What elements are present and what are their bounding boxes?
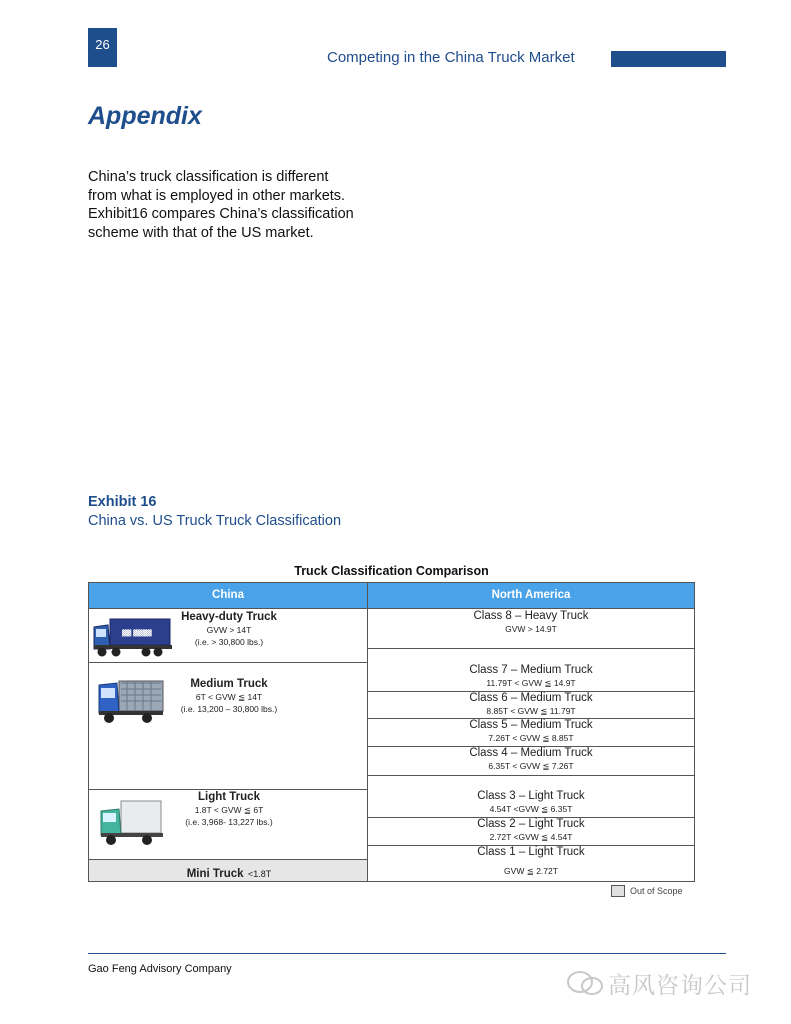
na-class6-name: Class 6 – Medium Truck: [469, 692, 593, 704]
header-bar: [611, 51, 726, 67]
wechat-icon: [566, 970, 604, 996]
intro-line: from what is employed in other markets.: [88, 187, 346, 204]
china-light-name: Light Truck: [198, 791, 260, 803]
watermark-text: 高风咨询公司: [608, 973, 752, 999]
na-class8-name: Class 8 – Heavy Truck: [473, 610, 589, 622]
footer-rule: [88, 953, 726, 954]
legend-label: Out of Scope: [630, 886, 683, 896]
exhibit-label: Exhibit 16: [88, 494, 157, 510]
running-title: Competing in the China Truck Market: [327, 49, 575, 66]
svg-text:▓▓ ▓▓▓▓: ▓▓ ▓▓▓▓: [122, 630, 152, 637]
na-class6-cell: [368, 692, 694, 717]
china-medium-name: Medium Truck: [190, 678, 268, 690]
section-title: Appendix: [88, 102, 202, 130]
na-class4-gvw: 6.35T < GVW ≦ 7.26T: [488, 761, 574, 771]
na-class2-name: Class 2 – Light Truck: [477, 818, 585, 830]
china-heavy-cell: [174, 611, 284, 648]
intro-paragraph: [88, 168, 388, 242]
china-medium-cell: [164, 678, 294, 715]
na-class4-cell: [368, 747, 694, 772]
na-class3-gvw: 4.54T <GVW ≦ 6.35T: [489, 804, 573, 814]
china-mini-name: Mini Truck: [186, 868, 244, 880]
na-class4-name: Class 4 – Medium Truck: [469, 747, 593, 759]
china-mini-gvw: <1.8T: [248, 869, 272, 879]
na-class3-name: Class 3 – Light Truck: [477, 790, 585, 802]
table-title: Truck Classification Comparison: [294, 564, 489, 578]
legend-swatch: [611, 885, 625, 897]
china-heavy-lbs: (i.e. > 30,800 lbs.): [194, 637, 264, 647]
light-truck-icon: [99, 795, 165, 849]
na-class1-gvw: GVW ≦ 2.72T: [504, 866, 558, 876]
exhibit-subtitle: China vs. US Truck Truck Classification: [88, 513, 342, 529]
heavy-truck-icon: [92, 615, 174, 659]
na-class2-gvw: 2.72T <GVW ≦ 4.54T: [489, 832, 573, 842]
na-class6-gvw: 8.85T < GVW ≦ 11.79T: [486, 706, 576, 716]
china-light-cell: [164, 791, 294, 828]
na-class1-cell: [368, 846, 694, 877]
china-medium-lbs: (i.e. 13,200 – 30,800 lbs.): [180, 704, 278, 714]
page-number: 26: [88, 28, 117, 67]
china-medium-gvw: 6T < GVW ≦ 14T: [195, 692, 263, 702]
china-heavy-gvw: GVW > 14T: [206, 625, 252, 635]
na-class5-name: Class 5 – Medium Truck: [469, 719, 593, 731]
row-divider: [89, 608, 367, 609]
row-divider: [89, 789, 367, 790]
na-class8-gvw: GVW > 14.9T: [505, 624, 557, 634]
classification-table: [88, 582, 695, 882]
na-class7-cell: [368, 664, 694, 689]
medium-truck-icon: [97, 673, 165, 727]
row-divider: [367, 648, 694, 649]
row-divider: [367, 608, 694, 609]
na-class2-cell: [368, 818, 694, 843]
column-header-china: China: [89, 583, 367, 608]
na-class1-name: Class 1 – Light Truck: [477, 846, 585, 858]
na-class8-cell: [368, 610, 694, 635]
row-divider: [89, 859, 367, 860]
column-header-north-america: North America: [368, 583, 694, 608]
intro-line: Exhibit16 compares China’s classification: [88, 206, 354, 222]
china-light-lbs: (i.e. 3,968- 13,227 lbs.): [185, 817, 273, 827]
na-class7-name: Class 7 – Medium Truck: [469, 664, 593, 676]
footer-company: Gao Feng Advisory Company: [88, 963, 232, 975]
na-class5-gvw: 7.26T < GVW ≦ 8.85T: [488, 733, 574, 743]
intro-line: China’s truck classification is different: [88, 169, 329, 185]
china-mini-cell: [149, 864, 309, 882]
row-divider: [367, 775, 694, 776]
na-class5-cell: [368, 719, 694, 744]
row-divider: [89, 662, 367, 663]
china-light-gvw: 1.8T < GVW ≦ 6T: [194, 805, 264, 815]
china-heavy-name: Heavy-duty Truck: [181, 611, 277, 623]
na-class3-cell: [368, 790, 694, 815]
na-class7-gvw: 11.79T < GVW ≦ 14.9T: [486, 678, 576, 688]
intro-line: scheme with that of the US market.: [88, 224, 314, 241]
